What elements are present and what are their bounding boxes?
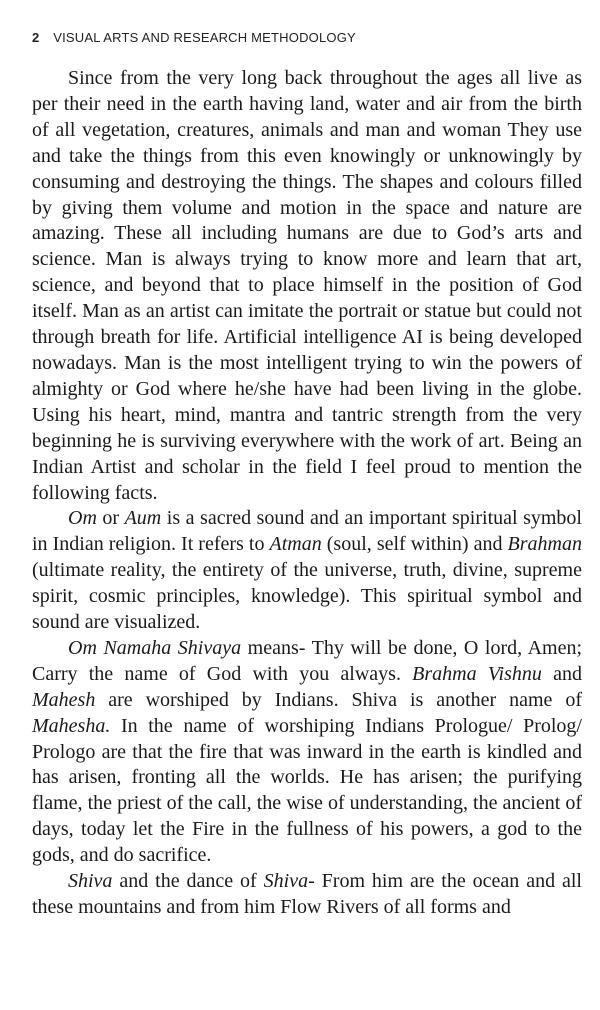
text-run: (soul, self within) and — [321, 533, 508, 556]
italic-term: Brahma Vishnu — [412, 662, 542, 685]
paragraph-4 — [32, 869, 582, 921]
text-run: and the dance of — [112, 870, 264, 893]
italic-term: Aum — [124, 507, 162, 530]
text-run: is a sacred sound and an important spiritual symbol in Indian religion. It refers to — [32, 507, 582, 556]
page-number: 2 — [32, 30, 40, 45]
italic-term: Shiva — [68, 870, 113, 893]
italic-term: Om — [68, 507, 97, 530]
italic-term: Mahesh — [32, 688, 96, 711]
text-run: are worshiped by Indians. Shiva is another name of — [95, 688, 582, 711]
text-run: and — [541, 662, 582, 685]
paragraph-1: Since from the very long back throughout the ages all live as per their need in the earth having land, water and air from the birth of all vegetation, creatures, animals and man and woman They use and take the things from this even knowingly or unknowingly by consuming and destroying the things. The shapes and colours filled by giving them volume and motion in the space and nature are amazing. These all including humans are due to God’s arts and science. Man is always trying to know more and learn that art, science, and beyond that to place himself in the position of God itself. Man as an artist can imitate the portrait or statue but could not through breath for life. Artificial intelligence AI is being developed nowadays. Man is the most intelligent trying to win the powers of almighty or God where he/she have had been living in the globe. Using his heart, mind, mantra and tantric strength from the very beginning he is surviving everywhere with the work of art. Being an Indian Artist and scholar in the field I feel proud to mention the following facts. — [32, 67, 582, 504]
text-run: or — [96, 507, 125, 530]
running-header — [32, 30, 356, 45]
text-run: means- Thy will be done, O lord, Amen; Carry the name of God with you always. — [32, 636, 582, 685]
italic-term: Shiva- — [263, 870, 315, 893]
italic-term: Om Namaha Shivaya — [68, 636, 242, 659]
text-run: In the name of worshiping Indians Prologue/ Prolog/ Prologo are that the fire that was inward in the earth is kindled and has arisen, fronting all the worlds. He has arisen; the purifying flame, the priest of the call, the wise of understanding, the ancient of days, today let the Fire in the fullness of his powers, a god to the gods, and do sacrifice. — [32, 714, 582, 867]
italic-term: Brahman — [507, 533, 582, 556]
body-text — [32, 66, 582, 921]
text-run: (ultimate reality, the entirety of the universe, truth, divine, supreme spirit, cosmic principles, knowledge). This spiritual symbol and sound are visualized. — [32, 559, 582, 634]
paragraph-2 — [32, 506, 582, 636]
text-run: From him are the ocean and all these mountains and from him Flow Rivers of all forms and — [32, 870, 582, 918]
running-title: VISUAL ARTS AND RESEARCH METHODOLOGY — [53, 30, 356, 45]
italic-term: Mahesha. — [32, 714, 111, 737]
paragraph-3 — [32, 636, 582, 869]
italic-term: Atman — [269, 533, 322, 556]
